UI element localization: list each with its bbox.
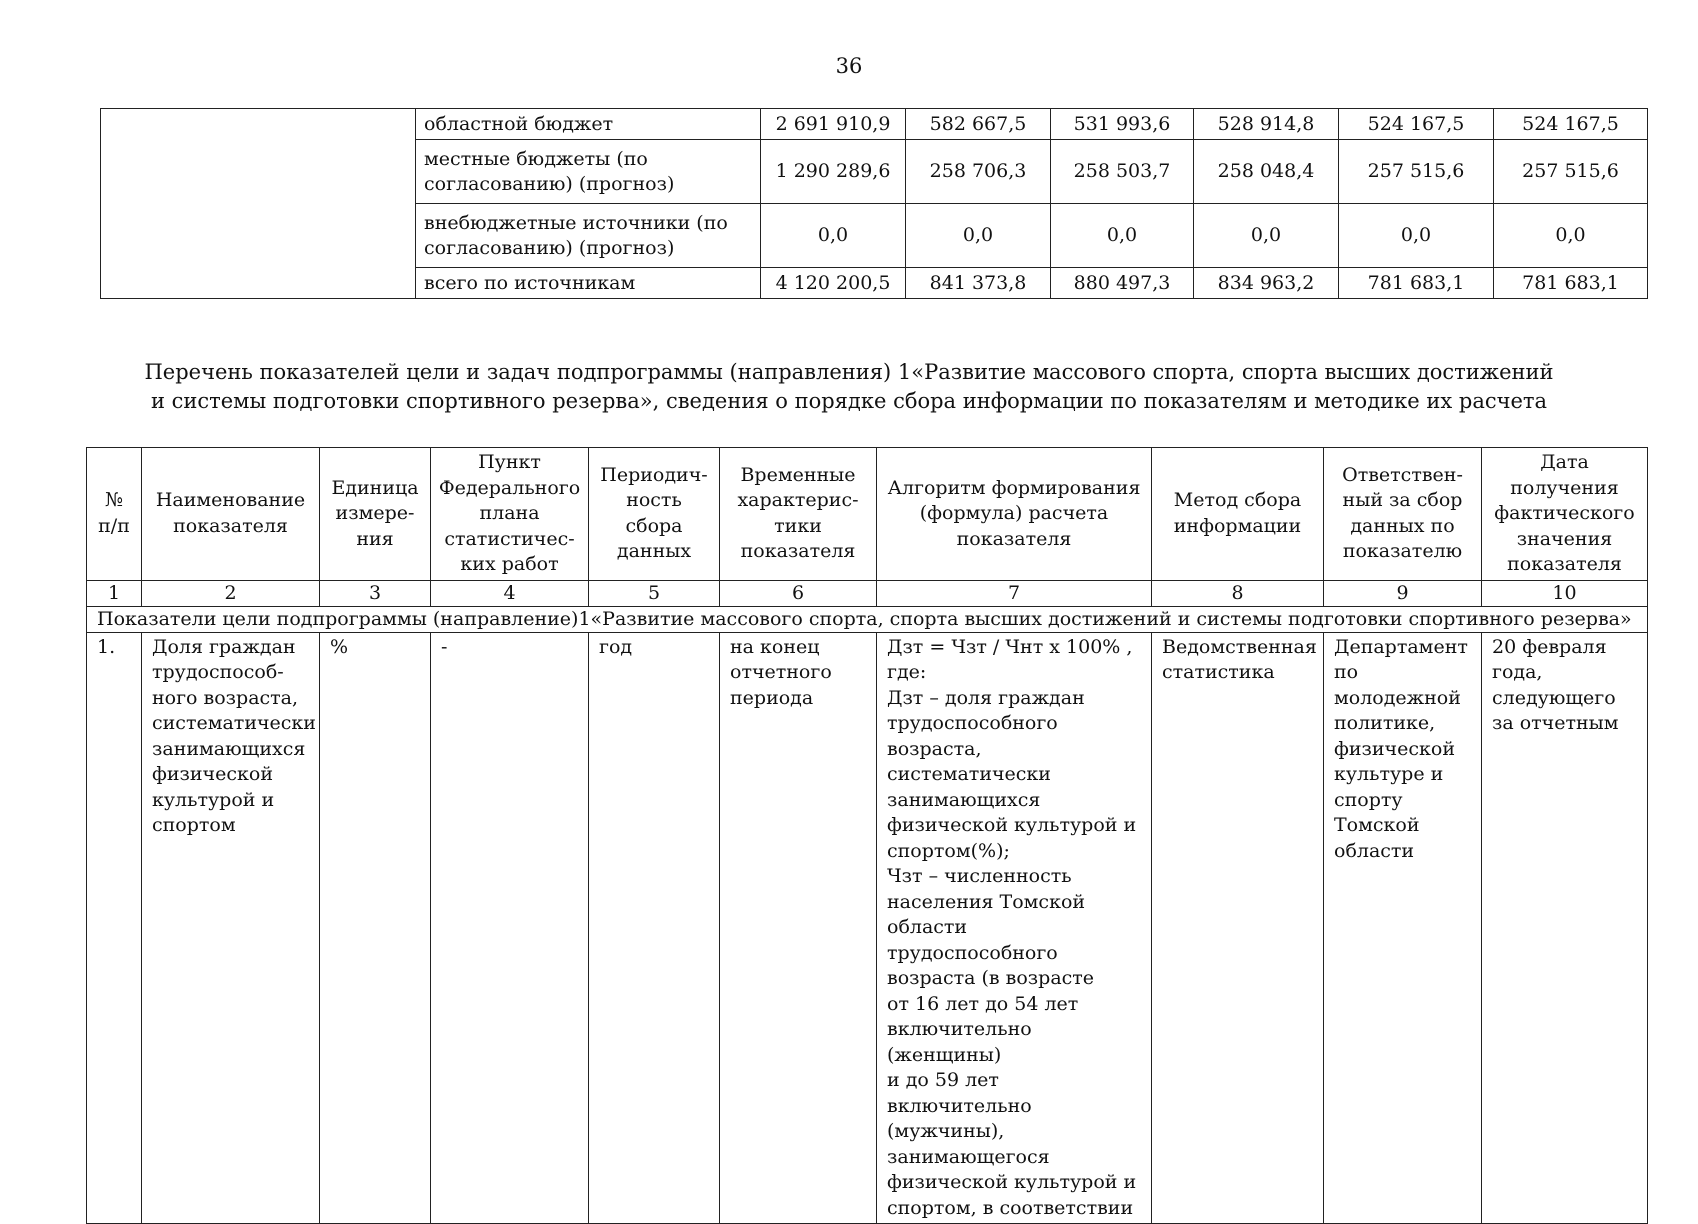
empty-cell bbox=[101, 109, 416, 299]
indicators-table bbox=[86, 447, 1648, 1224]
section-title-line: и системы подготовки спортивного резерва», сведения о порядке сбора информации по показателям и методике их расчета bbox=[150, 389, 1548, 413]
funding-value: 0,0 bbox=[1051, 204, 1194, 268]
method-cell: Ведомственная статистика bbox=[1152, 632, 1324, 1224]
funding-value: 834 963,2 bbox=[1194, 268, 1339, 299]
header-cell: Ответствен- ный за сбор данных по показателю bbox=[1324, 448, 1482, 581]
header-cell: № п/п bbox=[87, 448, 142, 581]
header-cell: Алгоритм формирования (формула) расчета показателя bbox=[877, 448, 1152, 581]
funding-value: 0,0 bbox=[761, 204, 906, 268]
funding-value: 528 914,8 bbox=[1194, 109, 1339, 140]
header-row bbox=[87, 448, 1648, 581]
funding-value: 257 515,6 bbox=[1339, 140, 1494, 204]
funding-value: 0,0 bbox=[1494, 204, 1648, 268]
funding-row bbox=[101, 109, 1648, 140]
responsible-cell: Департамент по молодежной политике, физической культуре и спорту Томской области bbox=[1324, 632, 1482, 1224]
header-cell: Дата получения фактического значения показателя bbox=[1482, 448, 1648, 581]
funding-value: 258 503,7 bbox=[1051, 140, 1194, 204]
funding-value: 258 048,4 bbox=[1194, 140, 1339, 204]
date-cell: 20 февраля года, следующего за отчетным bbox=[1482, 632, 1648, 1224]
funding-source: местные бюджеты (по согласованию) (прогноз) bbox=[416, 140, 761, 204]
column-number: 1 bbox=[87, 580, 142, 606]
column-number-row bbox=[87, 580, 1648, 606]
funding-value: 0,0 bbox=[906, 204, 1051, 268]
funding-value: 880 497,3 bbox=[1051, 268, 1194, 299]
header-cell: Периодич- ность сбора данных bbox=[589, 448, 720, 581]
funding-value: 1 290 289,6 bbox=[761, 140, 906, 204]
funding-value: 258 706,3 bbox=[906, 140, 1051, 204]
time-characteristic-cell: на конец отчетного периода bbox=[720, 632, 877, 1224]
header-cell: Единица измере- ния bbox=[320, 448, 431, 581]
funding-source: областной бюджет bbox=[416, 109, 761, 140]
plan-item-cell: - bbox=[431, 632, 589, 1224]
funding-value: 257 515,6 bbox=[1494, 140, 1648, 204]
indicator-name: Доля граждан трудоспособ- ного возраста, систематически занимающихся физической культурой и спортом bbox=[142, 632, 320, 1224]
row-number: 1. bbox=[87, 632, 142, 1224]
funding-value: 4 120 200,5 bbox=[761, 268, 906, 299]
funding-value: 781 683,1 bbox=[1339, 268, 1494, 299]
column-number: 8 bbox=[1152, 580, 1324, 606]
header-cell: Пункт Федерального плана статистичес- ких работ bbox=[431, 448, 589, 581]
header-cell: Метод сбора информации bbox=[1152, 448, 1324, 581]
funding-value: 0,0 bbox=[1194, 204, 1339, 268]
column-number: 3 bbox=[320, 580, 431, 606]
section-row-label: Показатели цели подпрограммы (направление)1«Развитие массового спорта, спорта высших достижений и системы подготовки спортивного резерва» bbox=[87, 606, 1648, 632]
unit-cell: % bbox=[320, 632, 431, 1224]
funding-value: 582 667,5 bbox=[906, 109, 1051, 140]
section-title-line: Перечень показателей цели и задач подпрограммы (направления) 1«Развитие массового спорта, спорта высших достижений bbox=[144, 360, 1554, 384]
column-number: 5 bbox=[589, 580, 720, 606]
funding-value: 781 683,1 bbox=[1494, 268, 1648, 299]
page-number: 36 bbox=[835, 54, 863, 78]
column-number: 7 bbox=[877, 580, 1152, 606]
funding-value: 0,0 bbox=[1339, 204, 1494, 268]
column-number: 2 bbox=[142, 580, 320, 606]
column-number: 6 bbox=[720, 580, 877, 606]
column-number: 4 bbox=[431, 580, 589, 606]
funding-table bbox=[100, 108, 1648, 299]
table-row bbox=[87, 632, 1648, 1224]
header-cell: Наименование показателя bbox=[142, 448, 320, 581]
section-title bbox=[0, 358, 1698, 416]
algorithm-cell: Дзт = Чзт / Чнт х 100% , где: Дзт – доля граждан трудоспособного возраста, систематически занимающихся физической культурой и спортом(%); Чзт – численность населения Томской области трудоспособного возраста (в возрасте от 16 лет до 54 лет включительно (женщины) и до 59 лет включительно (мужчины), занимающегося физической культурой и спортом, в соответствии bbox=[877, 632, 1152, 1224]
funding-value: 841 373,8 bbox=[906, 268, 1051, 299]
funding-source: всего по источникам bbox=[416, 268, 761, 299]
section-row bbox=[87, 606, 1648, 632]
column-number: 10 bbox=[1482, 580, 1648, 606]
column-number: 9 bbox=[1324, 580, 1482, 606]
funding-value: 2 691 910,9 bbox=[761, 109, 906, 140]
funding-value: 531 993,6 bbox=[1051, 109, 1194, 140]
periodicity-cell: год bbox=[589, 632, 720, 1224]
funding-source: внебюджетные источники (по согласованию) (прогноз) bbox=[416, 204, 761, 268]
header-cell: Временные характерис- тики показателя bbox=[720, 448, 877, 581]
funding-value: 524 167,5 bbox=[1339, 109, 1494, 140]
funding-value: 524 167,5 bbox=[1494, 109, 1648, 140]
